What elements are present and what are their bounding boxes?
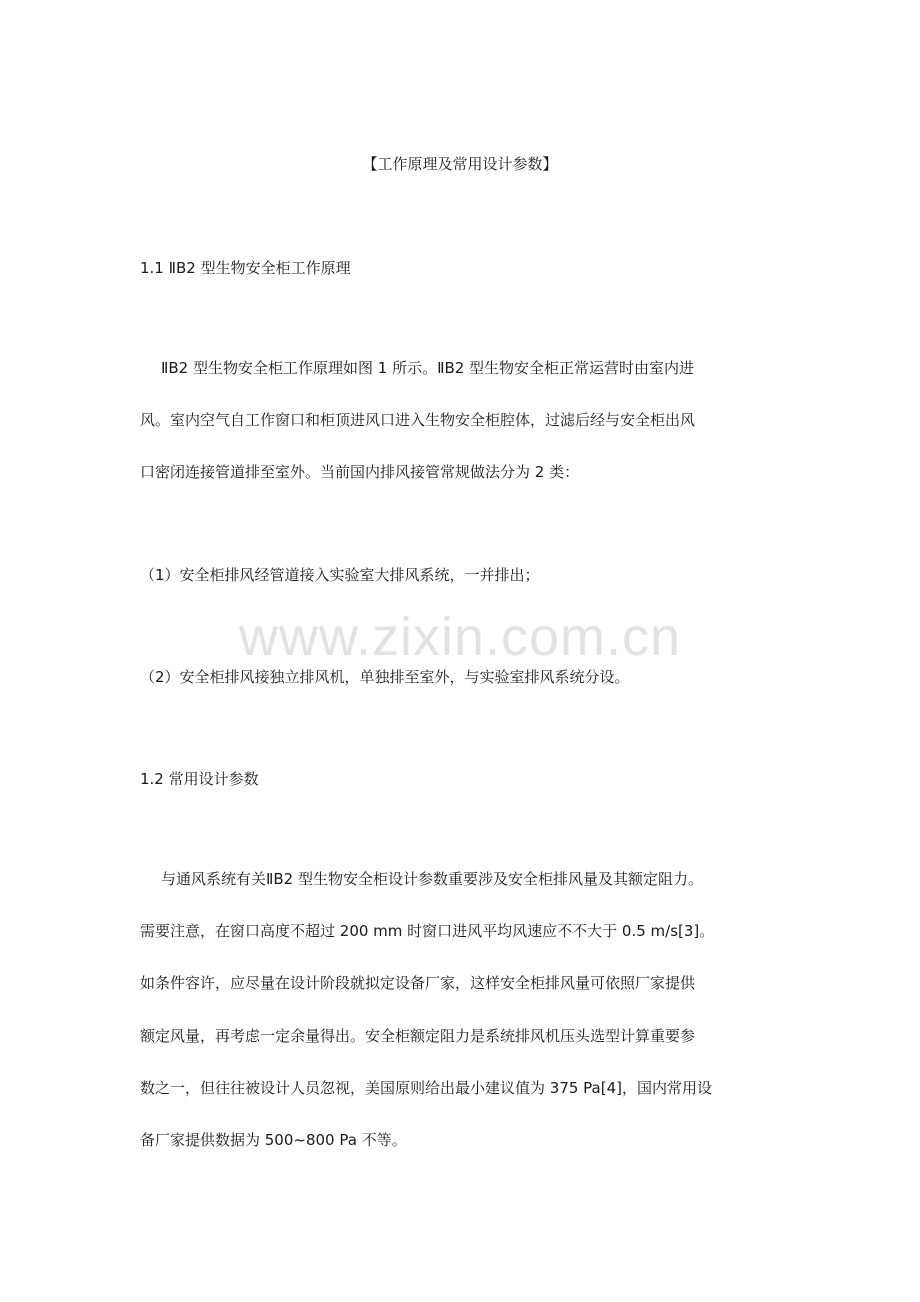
paragraph-line: ⅡB2 型生物安全柜工作原理如图 1 所示。ⅡB2 型生物安全柜正常运营时由室内进 [161,359,695,377]
paragraph-line: 数之一，但往往被设计人员忽视，美国原则给出最小建议值为 375 Pa[4]，国内常用设 [140,1078,712,1097]
section-heading-1-1: 1.1 ⅡB2 型生物安全柜工作原理 [140,259,351,277]
paragraph-line: 风。室内空气自工作窗口和柜顶进风口进入生物安全柜腔体，过滤后经与安全柜出风 [140,411,696,430]
section-heading-1-2: 1.2 常用设计参数 [140,770,259,788]
section-1-2-paragraph [140,853,790,1166]
paragraph-line: 与通风系统有关ⅡB2 型生物安全柜设计参数重要涉及安全柜排风量及其额定阻力。 [161,870,703,888]
section-1-1-paragraph [140,342,790,499]
paragraph-line: 备厂家提供数据为 500~800 Pa 不等。 [140,1130,407,1149]
list-item-1: （1）安全柜排风经管道接入实验室大排风系统，一并排出； [140,566,540,584]
paragraph-line: 需要注意，在窗口高度不超过 200 mm 时窗口进风平均风速应不不大于 0.5 m/s[3]。 [140,922,715,941]
paragraph-line: 如条件容许，应尽量在设计阶段就拟定设备厂家，这样安全柜排风量可依照厂家提供 [140,974,696,993]
watermark-text: www.zixin.com.cn [238,607,682,667]
list-item-2: （2）安全柜排风接独立排风机，单独排至室外，与实验室排风系统分设。 [140,668,630,686]
document-title: 【工作原理及常用设计参数】 [362,155,558,173]
paragraph-line: 口密闭连接管道排至室外。当前国内排风接管常规做法分为 2 类： [140,463,580,482]
paragraph-line: 额定风量，再考虑一定余量得出。安全柜额定阻力是系统排风机压头选型计算重要参 [140,1026,696,1045]
